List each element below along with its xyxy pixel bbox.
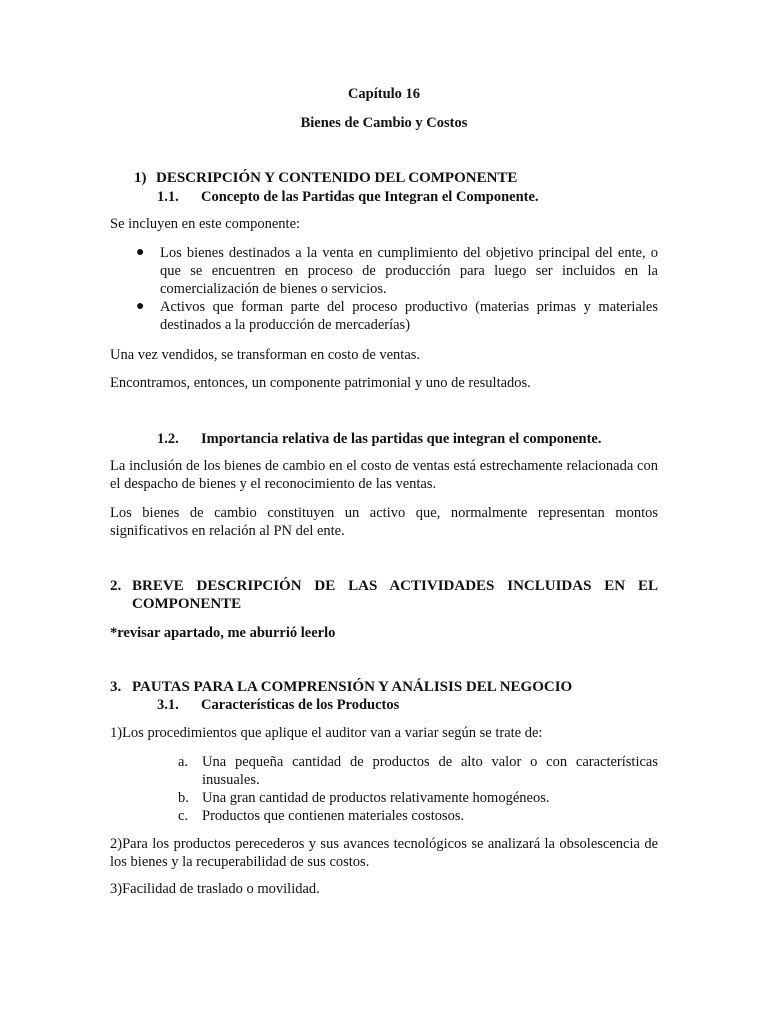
- subsection-3-1-title: Características de los Productos: [201, 697, 400, 713]
- section-1-number: 1): [134, 170, 147, 186]
- subsection-1-1-number: 1.1.: [157, 189, 179, 205]
- list-item: [178, 789, 658, 807]
- section-2-number: 2.: [110, 578, 122, 594]
- chapter-subtitle: Bienes de Cambio y Costos: [300, 115, 468, 131]
- paragraph: 3)Facilidad de traslado o movilidad.: [110, 881, 320, 897]
- bullet-icon: ●: [136, 299, 145, 314]
- list-item-text: Los bienes destinados a la venta en cumplimiento del objetivo principal del ente, o que se encuentren en proceso de producción para luego ser incluidos en la comercialización de bienes o servicios.: [160, 245, 658, 297]
- list-item-text: Una gran cantidad de productos relativamente homogéneos.: [202, 790, 550, 806]
- list-item: [110, 244, 658, 298]
- list-item: [178, 807, 658, 825]
- lettered-list: [178, 753, 658, 825]
- subsection-1-2-number: 1.2.: [157, 431, 179, 447]
- note-text: *revisar apartado, me aburrió leerlo: [110, 625, 336, 641]
- list-marker: c.: [178, 808, 189, 824]
- paragraph: La inclusión de los bienes de cambio en el costo de ventas está estrechamente relacionada con el despacho de bienes y el reconocimiento de las ventas.: [110, 458, 658, 492]
- paragraph: Encontramos, entonces, un componente patrimonial y uno de resultados.: [110, 375, 531, 391]
- subsection-3-1-number: 3.1.: [157, 697, 179, 713]
- paragraph: 2)Para los productos perecederos y sus avances tecnológicos se analizará la obsolescencia de los bienes y la recuperabilidad de sus costos.: [110, 836, 658, 870]
- list-marker: b.: [178, 790, 189, 806]
- chapter-title: Capítulo 16: [347, 86, 421, 102]
- paragraph: Se incluyen en este componente:: [110, 216, 301, 232]
- list-item-text: Activos que forman parte del proceso productivo (materias primas y materiales destinados a la producción de mercaderías): [160, 299, 658, 333]
- paragraph: Los bienes de cambio constituyen un activo que, normalmente representan montos significativos en relación al PN del ente.: [110, 505, 658, 539]
- section-3-title: PAUTAS PARA LA COMPRENSIÓN Y ANÁLISIS DEL NEGOCIO: [132, 679, 573, 695]
- subsection-1-1-title: Concepto de las Partidas que Integran el Componente.: [201, 189, 539, 205]
- section-1-title: DESCRIPCIÓN Y CONTENIDO DEL COMPONENTE: [156, 170, 518, 186]
- bullet-list: [110, 244, 658, 334]
- section-2-heading: [110, 577, 658, 613]
- section-3-number: 3.: [110, 679, 122, 695]
- list-marker: a.: [178, 754, 189, 770]
- subsection-1-2-title: Importancia relativa de las partidas que integran el componente.: [201, 431, 602, 447]
- paragraph: Una vez vendidos, se transforman en costo de ventas.: [110, 347, 421, 363]
- list-item: [178, 753, 658, 789]
- paragraph: 1)Los procedimientos que aplique el auditor van a variar según se trate de:: [110, 725, 543, 741]
- section-2-title: BREVE DESCRIPCIÓN DE LAS ACTIVIDADES INCLUIDAS EN EL COMPONENTE: [132, 578, 658, 612]
- bullet-icon: ●: [136, 245, 145, 260]
- list-item-text: Una pequeña cantidad de productos de alto valor o con características inusuales.: [202, 754, 658, 788]
- list-item: [110, 298, 658, 334]
- list-item-text: Productos que contienen materiales costosos.: [202, 808, 465, 824]
